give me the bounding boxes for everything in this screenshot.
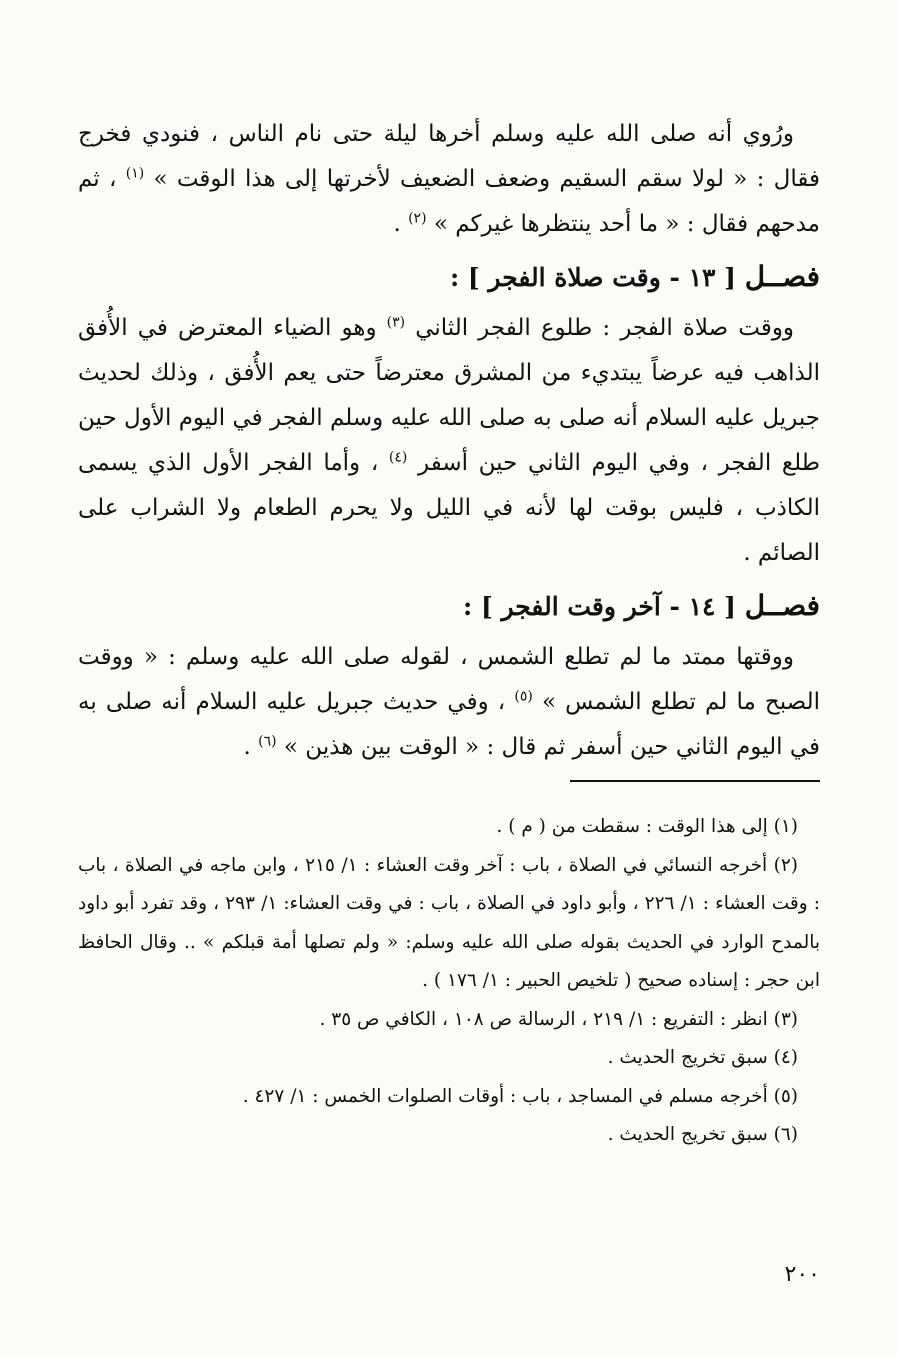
section-heading-13 [78, 251, 820, 304]
footnotes [78, 808, 820, 1155]
paragraph-2-text-c: ، وأما الفجر الأول الذي يسمى الكاذب ، فليس بوقت لها لأنه في الليل ولا يحرم الطعام ولا الشراب على الصائم . [78, 450, 820, 566]
heading-fasl-word: فصــل [744, 589, 820, 622]
footnote-separator [570, 780, 820, 782]
paragraph-3-text-b: ، وفي حديث جبريل عليه السلام أنه صلى به في اليوم الثاني حين أسفر ثم قال : « الوقت بين هذين » [78, 689, 820, 760]
footnote-5: (٥) أخرجه مسلم في المساجد ، باب : أوقات الصلوات الخمس : ١/ ٤٢٧ . [242, 1085, 798, 1107]
footnote-ref-1: (١) [125, 165, 145, 182]
paragraph-2 [78, 306, 820, 576]
paragraph-1 [78, 112, 820, 247]
paragraph-1-text: ورُوي أنه صلى الله عليه وسلم أخرها ليلة حتى نام الناس ، فنودي فخرج فقال : « لولا سقم السقيم وضعف الضعيف لأخرتها إلى هذا الوقت » [78, 121, 820, 192]
footnote-ref-3: (٣) [386, 314, 406, 331]
paragraph-3-end: . [243, 734, 251, 760]
footnote-1: (١) إلى هذا الوقت : سقطت من ( م ) . [496, 816, 798, 837]
footnote-4: (٤) سبق تخريج الحديث . [607, 1047, 798, 1068]
footnote-ref-2: (٢) [408, 210, 427, 227]
paragraph-1-text-mid: ، ثم مدحهم فقال : « ما أحد ينتظرها غيركم » [78, 166, 820, 237]
section-heading-14 [78, 580, 820, 633]
main-text [78, 112, 820, 770]
footnote-6: (٦) سبق تخريج الحديث . [607, 1124, 798, 1145]
paragraph-3 [78, 635, 820, 770]
heading-title: [ ١٣ - وقت صلاة الفجر ] : [449, 263, 736, 292]
paragraph-2-text-a: ووقت صلاة الفجر : طلوع الفجر الثاني [415, 315, 795, 341]
footnote-ref-5: (٥) [514, 688, 533, 705]
heading-title: [ ١٤ - آخر وقت الفجر ] : [463, 592, 736, 621]
paragraph-3-text-a: ووقتها ممتد ما لم تطلع الشمس ، لقوله صلى الله عليه وسلم : « ووقت الصبح ما لم تطلع الشمس » [78, 644, 821, 715]
paragraph-2-text-b: وهو الضياء المعترض في الأُفق الذاهب فيه عرضاً يبتديء من المشرق معترضاً حتى يعم الأُفق ، وذلك لحديث جبريل عليه السلام أنه صلى به صلى الله عليه وسلم الفجر في اليوم الأول حين طلع الفجر ، وفي اليوم الثاني حين أسفر [78, 315, 821, 476]
footnote-ref-4: (٤) [388, 449, 408, 466]
paragraph-1-end: . [393, 211, 401, 237]
footnote-3: (٣) انظر : التفريع : ١/ ٢١٩ ، الرسالة ص ١٠٨ ، الكافي ص ٣٥ . [319, 1008, 798, 1030]
heading-fasl-word: فصــل [744, 260, 820, 293]
footnote-ref-6: (٦) [258, 733, 277, 750]
page-number: ٢٠٠ [784, 1262, 820, 1287]
footnote-2: (٢) أخرجه النسائي في الصلاة ، باب : آخر وقت العشاء : ١/ ٢١٥ ، وابن ماجه في الصلاة ، باب : وقت العشاء : ١/ ٢٢٦ ، وأبو داود في الصلاة ، باب : في وقت العشاء: ١/ ٢٩٣ ، وقد تفرد أبو داود بالمدح الوارد في الحديث بقوله صلى الله عليه وسلم: « ولم تصلها أمة قبلكم » .. وقال الحافظ ابن حجر : إسناده صحيح ( تلخيص الحبير : ١/ ١٧٦ ) . [78, 854, 820, 991]
